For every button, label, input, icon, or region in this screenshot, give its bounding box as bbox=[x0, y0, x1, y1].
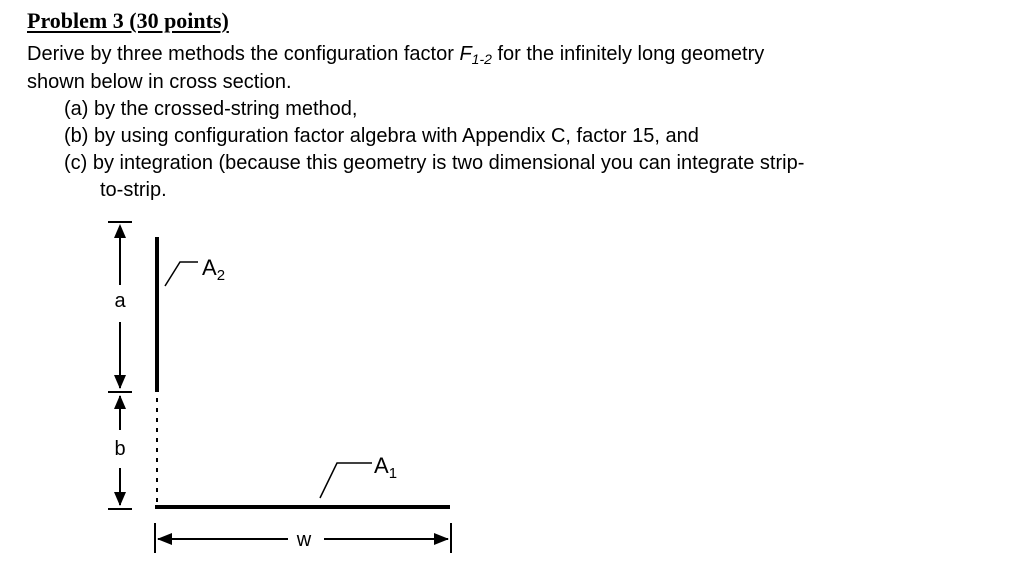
label-a2: $A_2$ bbox=[202, 255, 226, 284]
part-c-text-line-1: (c) by integration (because this geometry is two dimensional you can integrate strip- bbox=[64, 152, 805, 174]
dim-a-arrow-down-icon bbox=[114, 375, 126, 389]
problem-heading: Problem 3 (30 points) bbox=[27, 8, 229, 33]
intro-text-after: for the infinitely long geometry bbox=[491, 43, 765, 65]
factor-subscript: 1-2 bbox=[471, 51, 492, 67]
label-a1: $A_1$ bbox=[374, 453, 398, 482]
dim-w-arrow-right-icon bbox=[434, 533, 449, 545]
problem-intro-line-2: shown below in cross section. bbox=[27, 71, 292, 93]
factor-symbol: F bbox=[459, 43, 472, 65]
dim-w-label: w bbox=[296, 529, 312, 551]
dim-b-arrow-down-icon bbox=[114, 492, 126, 506]
a1-leader-line bbox=[320, 463, 372, 498]
a2-leader-line bbox=[165, 262, 198, 286]
part-a-text: (a) by the crossed-string method, bbox=[64, 98, 358, 120]
dim-a-arrow-up-icon bbox=[114, 224, 126, 238]
part-b-text: (b) by using configuration factor algebra with Appendix C, factor 15, and bbox=[64, 125, 699, 147]
dim-a-label: a bbox=[114, 290, 126, 312]
dim-b-label: b bbox=[114, 438, 126, 460]
intro-text-before: Derive by three methods the configuration factor bbox=[27, 43, 460, 65]
part-c-text-line-2: to-strip. bbox=[100, 179, 167, 201]
